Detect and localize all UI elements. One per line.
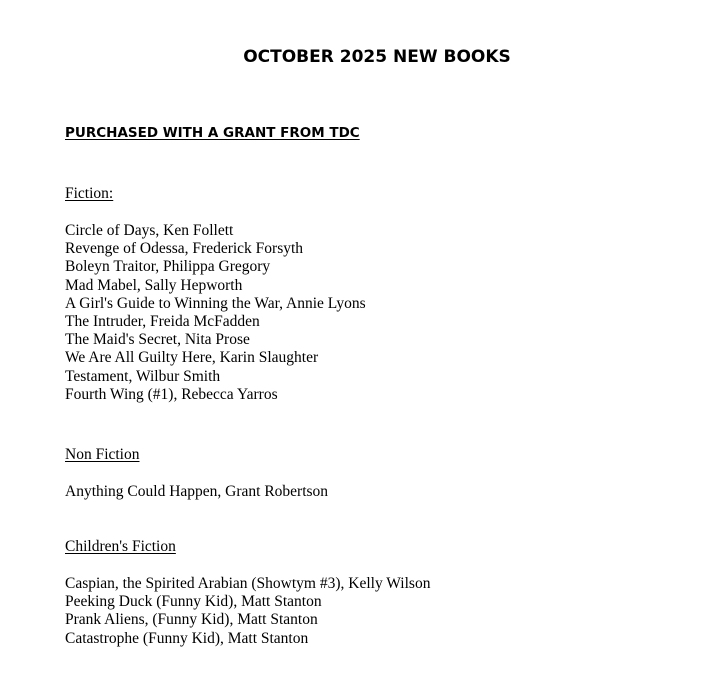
document-title: OCTOBER 2025 NEW BOOKS bbox=[243, 47, 511, 67]
section-heading-childrens-fiction: Children's Fiction bbox=[65, 538, 176, 555]
book-entry: Catastrophe (Funny Kid), Matt Stanton bbox=[65, 629, 309, 647]
book-entry: Peeking Duck (Funny Kid), Matt Stanton bbox=[65, 593, 322, 611]
book-entry: A Girl's Guide to Winning the War, Annie Lyons bbox=[65, 294, 366, 312]
book-list-fiction bbox=[65, 222, 366, 404]
book-entry: Boleyn Traitor, Philippa Gregory bbox=[65, 258, 271, 276]
section-heading-fiction: Fiction: bbox=[65, 185, 114, 202]
book-entry: Mad Mabel, Sally Hepworth bbox=[65, 276, 243, 294]
book-entry: Revenge of Odessa, Frederick Forsyth bbox=[65, 240, 304, 258]
book-list-childrens-fiction bbox=[65, 575, 430, 648]
book-entry: Testament, Wilbur Smith bbox=[65, 367, 221, 385]
book-entry: Caspian, the Spirited Arabian (Showtym #3), Kelly Wilson bbox=[65, 575, 431, 592]
book-entry: We Are All Guilty Here, Karin Slaughter bbox=[65, 349, 319, 367]
section-heading-non-fiction: Non Fiction bbox=[65, 446, 140, 463]
book-entry: Circle of Days, Ken Follett bbox=[65, 222, 234, 239]
book-entry: The Intruder, Freida McFadden bbox=[65, 312, 260, 330]
book-entry: The Maid's Secret, Nita Prose bbox=[65, 331, 250, 349]
book-list-non-fiction bbox=[65, 483, 328, 501]
book-entry: Fourth Wing (#1), Rebecca Yarros bbox=[65, 385, 278, 403]
book-entry: Anything Could Happen, Grant Robertson bbox=[65, 483, 329, 500]
book-entry: Prank Aliens, (Funny Kid), Matt Stanton bbox=[65, 611, 318, 629]
document-subtitle: PURCHASED WITH A GRANT FROM TDC bbox=[65, 125, 360, 141]
